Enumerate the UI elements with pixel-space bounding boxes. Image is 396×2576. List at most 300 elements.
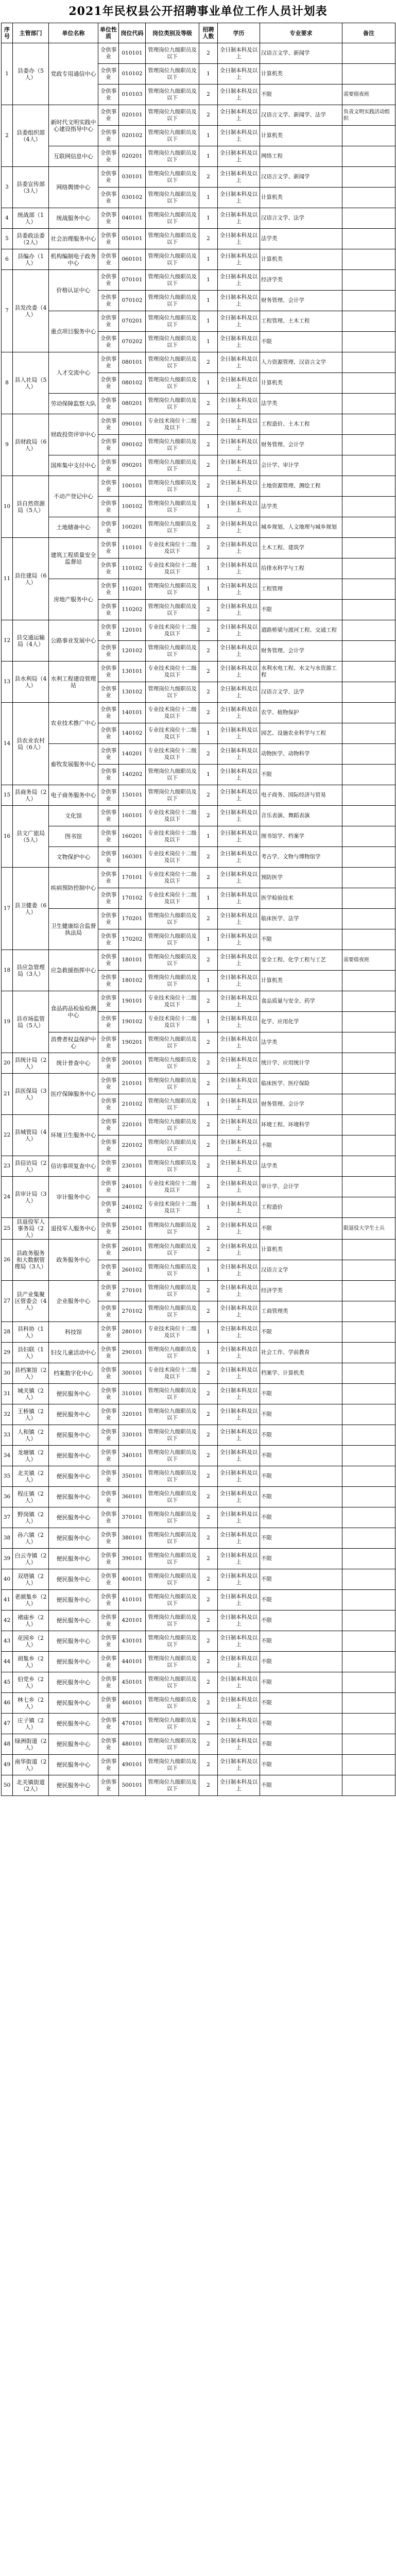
cell-post-category: 管理岗位九级职员及以下: [146, 1074, 199, 1094]
cell-count: 2: [199, 868, 218, 888]
cell-major: 不限: [260, 1549, 342, 1569]
cell-nature: 全供事业: [98, 188, 119, 208]
cell-count: 2: [199, 1053, 218, 1074]
cell-major: 动物医学、动物科学: [260, 744, 342, 765]
cell-note: [342, 1343, 395, 1363]
cell-post-category: 专业技术岗位十二级及以下: [146, 1322, 199, 1343]
cell-department: 县委宣传部（3人）: [13, 167, 49, 208]
cell-department: 老颜集乡（2人）: [13, 1590, 49, 1611]
cell-education: 全日制本科及以上: [218, 373, 260, 394]
cell-unit: 卫生健康综合监督执法局: [49, 909, 98, 950]
cell-education: 全日制本科及以上: [218, 1074, 260, 1094]
cell-major: 临床医学、医疗保险: [260, 1074, 342, 1094]
cell-post-category: 专业技术岗位十二级及以下: [146, 888, 199, 909]
cell-nature: 全供事业: [98, 249, 119, 270]
cell-post-code: 120102: [119, 641, 146, 662]
table-row: [2, 1446, 395, 1466]
cell-nature: 全供事业: [98, 43, 119, 64]
cell-count: 2: [199, 1281, 218, 1301]
cell-major: 预防医学: [260, 868, 342, 888]
table-row: [2, 1693, 395, 1714]
cell-department: 县市场监管局（5人）: [13, 991, 49, 1053]
cell-department: 县财政局（6人）: [13, 414, 49, 476]
cell-major: 不限: [260, 84, 342, 105]
cell-unit: 建筑工程质量安全监督站: [49, 538, 98, 579]
cell-education: 全日制本科及以上: [218, 1755, 260, 1775]
cell-education: 全日制本科及以上: [218, 414, 260, 435]
cell-post-code: 200101: [119, 1053, 146, 1074]
cell-major: 考古学、文物与博物馆学: [260, 847, 342, 868]
cell-count: 2: [199, 229, 218, 249]
table-row: [2, 1590, 395, 1611]
cell-note: [342, 1094, 395, 1115]
cell-department: 县妇联（1人）: [13, 1343, 49, 1363]
cell-major: 城乡规划、人文地理与城乡规划: [260, 517, 342, 538]
cell-post-category: 专业技术岗位十二级及以下: [146, 703, 199, 723]
cell-major: 计算机类: [260, 249, 342, 270]
cell-post-code: 020201: [119, 146, 146, 167]
cell-post-category: 专业技术岗位十二级及以下: [146, 1363, 199, 1384]
cell-note: [342, 600, 395, 620]
cell-nature: 全供事业: [98, 1487, 119, 1507]
cell-major: 图书馆学、档案学: [260, 826, 342, 847]
cell-unit: 疾病预防控制中心: [49, 868, 98, 909]
cell-post-code: 130102: [119, 682, 146, 703]
cell-department: 县卫健委（6人）: [13, 868, 49, 950]
cell-post-category: 管理岗位九级职员及以下: [146, 1094, 199, 1115]
cell-count: 2: [199, 1446, 218, 1466]
cell-nature: 全供事业: [98, 744, 119, 765]
cell-note: [342, 1384, 395, 1404]
cell-post-category: 专业技术岗位十二级及以下: [146, 620, 199, 641]
cell-post-category: 专业技术岗位十二级及以下: [146, 826, 199, 847]
cell-nature: 全供事业: [98, 1012, 119, 1032]
cell-post-category: 管理岗位九级职员及以下: [146, 517, 199, 538]
cell-education: 全日制本科及以上: [218, 476, 260, 497]
cell-education: 全日制本科及以上: [218, 1631, 260, 1652]
cell-department: 野岗镇（2人）: [13, 1507, 49, 1528]
cell-note: [342, 455, 395, 476]
cell-education: 全日制本科及以上: [218, 1549, 260, 1569]
cell-major: 不限: [260, 929, 342, 950]
cell-education: 全日制本科及以上: [218, 1775, 260, 1796]
cell-post-code: 080201: [119, 394, 146, 414]
cell-note: [342, 1156, 395, 1177]
cell-post-code: 230101: [119, 1156, 146, 1177]
cell-education: 全日制本科及以上: [218, 744, 260, 765]
cell-post-category: 管理岗位九级职员及以下: [146, 1487, 199, 1507]
cell-unit: 农业技术推广中心: [49, 703, 98, 744]
cell-post-code: 400101: [119, 1569, 146, 1590]
table-row: [2, 146, 395, 167]
cell-nature: 全供事业: [98, 1693, 119, 1714]
cell-post-category: 管理岗位九级职员及以下: [146, 1136, 199, 1156]
cell-count: 1: [199, 1343, 218, 1363]
cell-count: 2: [199, 84, 218, 105]
cell-count: 2: [199, 991, 218, 1012]
cell-department: 庄子镇（2人）: [13, 1714, 49, 1734]
cell-unit: 互联网信息中心: [49, 146, 98, 167]
cell-unit: 机构编制电子政务中心: [49, 249, 98, 270]
table-row: [2, 43, 395, 64]
cell-unit: 便民服务中心: [49, 1755, 98, 1775]
cell-unit: 社会治理服务中心: [49, 229, 98, 249]
cell-education: 全日制本科及以上: [218, 43, 260, 64]
cell-major: 审计学、会计学: [260, 1177, 342, 1197]
cell-post-code: 370101: [119, 1507, 146, 1528]
cell-department: 人和镇（2人）: [13, 1425, 49, 1446]
cell-post-category: 管理岗位九级职员及以下: [146, 1156, 199, 1177]
cell-department: 县信访局（2人）: [13, 1156, 49, 1177]
cell-post-category: 管理岗位九级职员及以下: [146, 1672, 199, 1693]
cell-post-code: 210102: [119, 1094, 146, 1115]
cell-note: [342, 1755, 395, 1775]
cell-note: [342, 1032, 395, 1053]
cell-unit: 党政专用通信中心: [49, 43, 98, 105]
cell-nature: 全供事业: [98, 1466, 119, 1487]
cell-post-category: 管理岗位九级职员及以下: [146, 1384, 199, 1404]
cell-index: 33: [2, 1425, 13, 1446]
cell-major: 汉语言文学、法学: [260, 682, 342, 703]
cell-unit: 妇女儿童活动中心: [49, 1343, 98, 1363]
cell-unit: 图书馆: [49, 826, 98, 847]
cell-count: 2: [199, 1775, 218, 1796]
table-header-row: [2, 23, 395, 43]
cell-education: 全日制本科及以上: [218, 332, 260, 352]
cell-education: 全日制本科及以上: [218, 1136, 260, 1156]
cell-count: 2: [199, 1384, 218, 1404]
cell-count: 2: [199, 1487, 218, 1507]
cell-post-category: 管理岗位九级职员及以下: [146, 394, 199, 414]
cell-count: 1: [199, 1322, 218, 1343]
cell-note: [342, 888, 395, 909]
cell-note: [342, 1177, 395, 1197]
cell-post-category: 专业技术岗位十二级及以下: [146, 662, 199, 682]
cell-department: 北关镇（2人）: [13, 1466, 49, 1487]
cell-post-code: 160301: [119, 847, 146, 868]
cell-major: 网络工程: [260, 146, 342, 167]
cell-major: 法学类: [260, 497, 342, 517]
document-title: 2021年民权县公开招聘事业单位工作人员计划表: [68, 5, 328, 18]
cell-post-category: 管理岗位九级职员及以下: [146, 1528, 199, 1549]
table-row: [2, 991, 395, 1012]
cell-department: 县委政法委（2人）: [13, 229, 49, 249]
cell-major: 园艺、设施农业科学与工程: [260, 723, 342, 744]
cell-nature: 全供事业: [98, 1094, 119, 1115]
table-row: [2, 455, 395, 476]
cell-note: [342, 868, 395, 888]
cell-note: [342, 929, 395, 950]
table-row: [2, 1156, 395, 1177]
cell-unit: 便民服务中心: [49, 1404, 98, 1425]
cell-unit: 便民服务中心: [49, 1714, 98, 1734]
cell-note: [342, 1322, 395, 1343]
cell-major: 不限: [260, 600, 342, 620]
cell-post-category: 管理岗位九级职员及以下: [146, 1549, 199, 1569]
cell-post-code: 140202: [119, 765, 146, 785]
cell-department: 县应急管理局（3人）: [13, 950, 49, 991]
cell-major: 不限: [260, 1734, 342, 1755]
cell-note: [342, 1631, 395, 1652]
cell-note: [342, 579, 395, 600]
cell-index: 38: [2, 1528, 13, 1549]
cell-note: [342, 1569, 395, 1590]
cell-department: 县人社局（5人）: [13, 352, 49, 414]
cell-post-code: 060101: [119, 249, 146, 270]
cell-nature: 全供事业: [98, 84, 119, 105]
table-row: [2, 785, 395, 806]
cell-note: [342, 291, 395, 311]
cell-post-category: 专业技术岗位十二级及以下: [146, 538, 199, 558]
cell-count: 1: [199, 1197, 218, 1218]
cell-post-category: 管理岗位九级职员及以下: [146, 146, 199, 167]
cell-department: 县农业农村局（6人）: [13, 703, 49, 785]
table-row: [2, 703, 395, 723]
cell-unit: 房地产服务中心: [49, 579, 98, 620]
cell-education: 全日制本科及以上: [218, 291, 260, 311]
cell-count: 1: [199, 497, 218, 517]
cell-index: 44: [2, 1652, 13, 1672]
cell-major: 音乐表演、舞蹈表演: [260, 806, 342, 826]
cell-major: 会计学、审计学: [260, 455, 342, 476]
cell-department: 王桥镇（2人）: [13, 1404, 49, 1425]
cell-count: 2: [199, 1301, 218, 1322]
cell-post-code: 240101: [119, 1177, 146, 1197]
cell-education: 全日制本科及以上: [218, 146, 260, 167]
cell-nature: 全供事业: [98, 435, 119, 455]
cell-major: 不限: [260, 1631, 342, 1652]
cell-post-category: 管理岗位九级职员及以下: [146, 229, 199, 249]
cell-count: 2: [199, 1156, 218, 1177]
cell-count: 2: [199, 785, 218, 806]
cell-unit: 便民服务中心: [49, 1425, 98, 1446]
cell-note: [342, 1714, 395, 1734]
cell-education: 全日制本科及以上: [218, 1611, 260, 1631]
cell-post-code: 250101: [119, 1218, 146, 1240]
cell-nature: 全供事业: [98, 1590, 119, 1611]
cell-post-code: 070102: [119, 291, 146, 311]
cell-education: 全日制本科及以上: [218, 1590, 260, 1611]
cell-index: 27: [2, 1281, 13, 1322]
cell-department: 龙塘镇（2人）: [13, 1446, 49, 1466]
cell-post-category: 管理岗位九级职员及以下: [146, 1281, 199, 1301]
table-row: [2, 1053, 395, 1074]
cell-count: 2: [199, 682, 218, 703]
cell-post-code: 460101: [119, 1693, 146, 1714]
cell-count: 2: [199, 538, 218, 558]
cell-major: 不限: [260, 1425, 342, 1446]
cell-post-code: 260102: [119, 1260, 146, 1281]
cell-post-code: 070201: [119, 311, 146, 332]
cell-count: 1: [199, 929, 218, 950]
table-row: [2, 1343, 395, 1363]
cell-count: 1: [199, 126, 218, 146]
cell-education: 全日制本科及以上: [218, 1446, 260, 1466]
cell-nature: 全供事业: [98, 1569, 119, 1590]
cell-post-category: 管理岗位九级职员及以下: [146, 1466, 199, 1487]
cell-note: [342, 1197, 395, 1218]
table-row: [2, 1569, 395, 1590]
cell-education: 全日制本科及以上: [218, 888, 260, 909]
cell-note: [342, 765, 395, 785]
cell-count: 1: [199, 888, 218, 909]
header-cell: 单位名称: [49, 23, 98, 43]
cell-count: 2: [199, 414, 218, 435]
cell-nature: 全供事业: [98, 126, 119, 146]
cell-unit: 电子商务服务中心: [49, 785, 98, 806]
cell-nature: 全供事业: [98, 229, 119, 249]
cell-note: [342, 703, 395, 723]
cell-post-code: 190101: [119, 991, 146, 1012]
cell-post-code: 410101: [119, 1590, 146, 1611]
header-cell: 招聘人数: [199, 23, 218, 43]
cell-note: [342, 620, 395, 641]
table-row: [2, 1734, 395, 1755]
cell-post-code: 220102: [119, 1136, 146, 1156]
cell-post-code: 290101: [119, 1343, 146, 1363]
cell-education: 全日制本科及以上: [218, 579, 260, 600]
cell-index: 36: [2, 1487, 13, 1507]
table-row: [2, 1652, 395, 1672]
table-row: [2, 1322, 395, 1343]
cell-count: 2: [199, 641, 218, 662]
cell-post-category: 专业技术岗位十二级及以下: [146, 558, 199, 579]
cell-post-code: 160101: [119, 806, 146, 826]
cell-note: [342, 373, 395, 394]
cell-nature: 全供事业: [98, 1446, 119, 1466]
cell-index: 15: [2, 785, 13, 806]
cell-note: [342, 1074, 395, 1094]
recruitment-table: [1, 23, 395, 1796]
cell-post-code: 040101: [119, 208, 146, 229]
cell-index: 28: [2, 1322, 13, 1343]
cell-note: [342, 847, 395, 868]
cell-education: 全日制本科及以上: [218, 868, 260, 888]
cell-education: 全日制本科及以上: [218, 188, 260, 208]
cell-note: [342, 435, 395, 455]
cell-department: 县科协（1人）: [13, 1322, 49, 1343]
cell-count: 2: [199, 352, 218, 373]
cell-post-category: 专业技术岗位十二级及以下: [146, 1012, 199, 1032]
table-row: [2, 352, 395, 373]
cell-note: [342, 826, 395, 847]
cell-post-code: 330101: [119, 1425, 146, 1446]
cell-major: 不限: [260, 1507, 342, 1528]
cell-count: 2: [199, 1611, 218, 1631]
cell-note: [342, 1053, 395, 1074]
cell-major: 不限: [260, 1404, 342, 1425]
cell-count: 2: [199, 1714, 218, 1734]
cell-post-code: 140101: [119, 703, 146, 723]
cell-post-category: 管理岗位九级职员及以下: [146, 373, 199, 394]
cell-education: 全日制本科及以上: [218, 1528, 260, 1549]
table-row: [2, 1425, 395, 1446]
cell-post-category: 管理岗位九级职员及以下: [146, 1115, 199, 1136]
cell-nature: 全供事业: [98, 1156, 119, 1177]
cell-count: 1: [199, 579, 218, 600]
cell-index: 41: [2, 1590, 13, 1611]
cell-note: [342, 971, 395, 991]
cell-nature: 全供事业: [98, 1672, 119, 1693]
cell-major: 不限: [260, 1590, 342, 1611]
table-row: [2, 1281, 395, 1301]
cell-post-category: 专业技术岗位十二级及以下: [146, 847, 199, 868]
header-cell: 主管部门: [13, 23, 49, 43]
cell-nature: 全供事业: [98, 1714, 119, 1734]
cell-unit: 便民服务中心: [49, 1384, 98, 1404]
cell-count: 2: [199, 167, 218, 188]
table-row: [2, 806, 395, 826]
cell-unit: 便民服务中心: [49, 1734, 98, 1755]
cell-post-code: 080102: [119, 373, 146, 394]
cell-post-category: 管理岗位九级职员及以下: [146, 1714, 199, 1734]
cell-note: [342, 517, 395, 538]
header-cell: 岗位类别及等级: [146, 23, 199, 43]
cell-post-code: 470101: [119, 1714, 146, 1734]
cell-department: 县交通运输局（4人）: [13, 620, 49, 662]
cell-department: 县医保局（3人）: [13, 1074, 49, 1115]
cell-nature: 全供事业: [98, 1404, 119, 1425]
cell-unit: 网络舆情中心: [49, 167, 98, 208]
cell-count: 2: [199, 1240, 218, 1260]
table-row: [2, 1528, 395, 1549]
cell-post-code: 180102: [119, 971, 146, 991]
cell-nature: 全供事业: [98, 600, 119, 620]
cell-major: 计算机类: [260, 126, 342, 146]
cell-education: 全日制本科及以上: [218, 1094, 260, 1115]
cell-index: 24: [2, 1177, 13, 1218]
table-row: [2, 105, 395, 126]
cell-education: 全日制本科及以上: [218, 1301, 260, 1322]
cell-unit: 政务服务中心: [49, 1240, 98, 1281]
cell-education: 全日制本科及以上: [218, 1343, 260, 1363]
cell-note: [342, 167, 395, 188]
cell-nature: 全供事业: [98, 868, 119, 888]
cell-nature: 全供事业: [98, 558, 119, 579]
cell-major: 经济学类: [260, 270, 342, 291]
cell-education: 全日制本科及以上: [218, 126, 260, 146]
table-row: [2, 1507, 395, 1528]
cell-major: 计算机类: [260, 188, 342, 208]
cell-education: 全日制本科及以上: [218, 558, 260, 579]
cell-major: 财务管理、会计学: [260, 291, 342, 311]
cell-count: 2: [199, 847, 218, 868]
cell-note: [342, 64, 395, 84]
cell-nature: 全供事业: [98, 270, 119, 291]
cell-count: 2: [199, 1507, 218, 1528]
table-row: [2, 538, 395, 558]
cell-education: 全日制本科及以上: [218, 1487, 260, 1507]
cell-post-category: 管理岗位九级职员及以下: [146, 1611, 199, 1631]
cell-note: [342, 1446, 395, 1466]
cell-unit: 劳动保障监察大队: [49, 394, 98, 414]
cell-post-category: 专业技术岗位十二级及以下: [146, 868, 199, 888]
cell-note: [342, 1466, 395, 1487]
cell-nature: 全供事业: [98, 826, 119, 847]
cell-post-category: 专业技术岗位十二级及以下: [146, 806, 199, 826]
table-row: [2, 1240, 395, 1260]
cell-department: 双塔镇（2人）: [13, 1569, 49, 1590]
cell-unit: 食品药品检验检测中心: [49, 991, 98, 1032]
cell-unit: 土地储备中心: [49, 517, 98, 538]
header-cell: 岗位代码: [119, 23, 146, 43]
cell-count: 2: [199, 43, 218, 64]
cell-major: 道路桥梁与渡河工程、交通工程: [260, 620, 342, 641]
cell-education: 全日制本科及以上: [218, 435, 260, 455]
cell-post-category: 专业技术岗位十二级及以下: [146, 1177, 199, 1197]
cell-major: 工程管理: [260, 579, 342, 600]
cell-nature: 全供事业: [98, 208, 119, 229]
